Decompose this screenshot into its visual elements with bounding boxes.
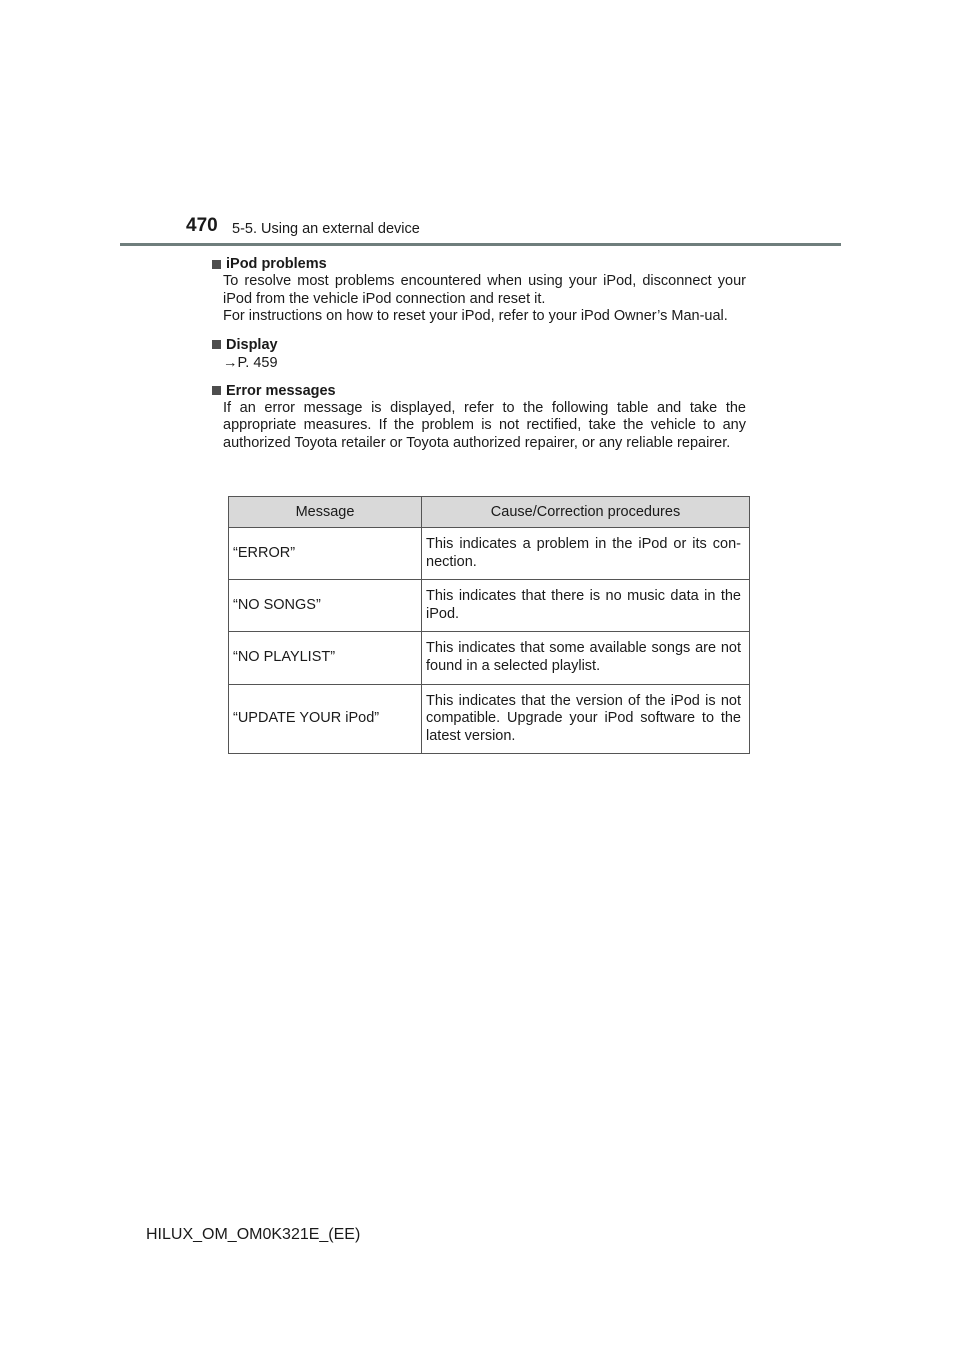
square-bullet-icon (212, 386, 221, 395)
cause-cell: This indicates a problem in the iPod or its con-nection. (422, 528, 750, 580)
square-bullet-icon (212, 340, 221, 349)
message-cell: “NO SONGS” (229, 580, 422, 632)
column-header-cause: Cause/Correction procedures (422, 497, 750, 528)
header-rule (120, 243, 841, 246)
section-heading-text: Display (226, 336, 278, 353)
section-title: 5-5. Using an external device (232, 221, 420, 237)
section-heading-text: Error messages (226, 382, 336, 399)
page-content (212, 255, 746, 453)
table-row (229, 528, 750, 580)
table-row (229, 684, 750, 754)
error-message-table (228, 496, 750, 754)
paragraph: If an error message is displayed, refer to the following table and take the appropriate measures. If the problem is not rectified, take the vehicle to any authorized Toyota retailer or Toyota authorized repairer, or any reliable repairer. (223, 399, 746, 451)
document-code: HILUX_OM_OM0K321E_(EE) (146, 1226, 361, 1243)
section-heading-display (212, 336, 746, 354)
section-heading-text: iPod problems (226, 256, 327, 272)
table-row (229, 580, 750, 632)
cause-cell: This indicates that the version of the iPod is not compatible. Upgrade your iPod software to the latest version. (422, 684, 750, 754)
column-header-message: Message (229, 497, 422, 528)
table-header-row (229, 497, 750, 528)
square-bullet-icon (212, 260, 221, 269)
cause-cell: This indicates that there is no music data in the iPod. (422, 580, 750, 632)
message-cell: “NO PLAYLIST” (229, 632, 422, 684)
table-row (229, 632, 750, 684)
page-reference: →P. 459 (223, 354, 278, 371)
section-heading-ipod-problems (212, 255, 746, 273)
message-cell: “ERROR” (229, 528, 422, 580)
section-heading-error-messages (212, 382, 746, 400)
cause-cell: This indicates that some available songs are not found in a selected playlist. (422, 632, 750, 684)
paragraph: For instructions on how to reset your iPod, refer to your iPod Owner’s Man-ual. (223, 308, 728, 325)
paragraph: To resolve most problems encountered when using your iPod, disconnect your iPod from the vehicle iPod connection and reset it. (223, 273, 746, 307)
message-cell: “UPDATE YOUR iPod” (229, 684, 422, 754)
page-number: 470 (186, 215, 218, 236)
